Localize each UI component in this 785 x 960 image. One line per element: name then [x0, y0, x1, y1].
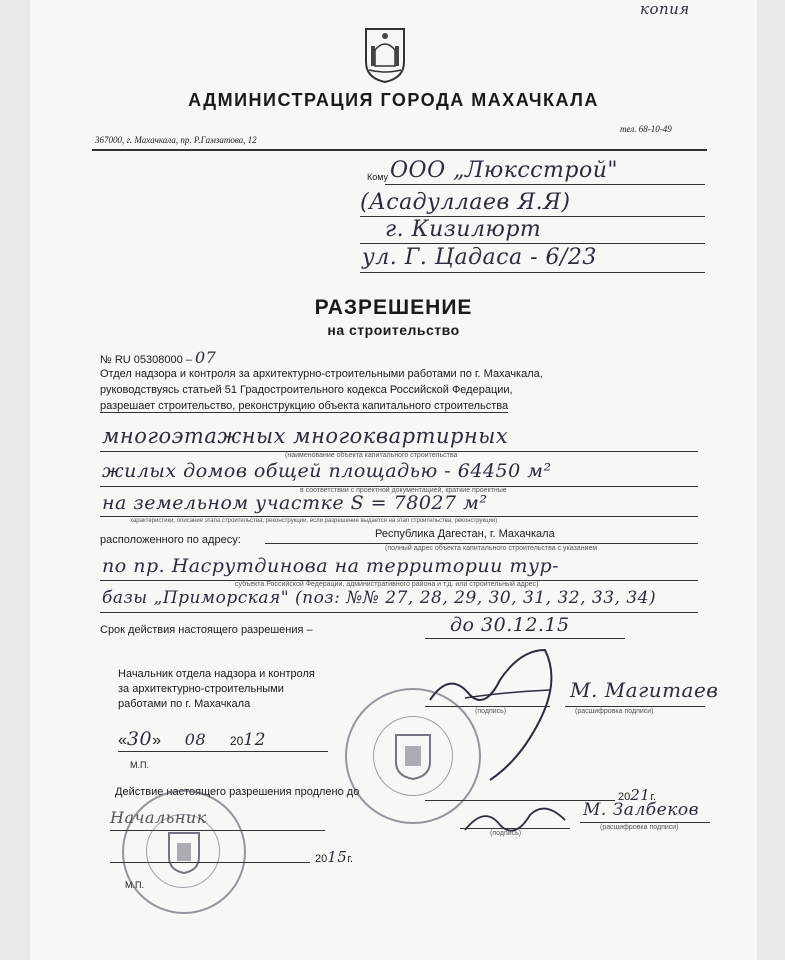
extension-date-year: 2015г.: [315, 848, 354, 866]
extension-date-year-handwritten: 15: [327, 848, 348, 866]
object-line-3: на земельном участке S = 78027 м²: [102, 492, 488, 514]
stamp-place-1: М.П.: [130, 760, 149, 770]
administration-title: АДМИНИСТРАЦИЯ ГОРОДА МАХАЧКАЛА: [188, 90, 599, 110]
object-line-2: жилых домов общей площадью - 64450 м²: [102, 460, 552, 482]
issue-date: «30» 08 2012: [118, 728, 266, 750]
object-caption-3: характеристики, описание этапа строительства, реконструкции, если разрешение выдается на этап строительства, реконструкции): [130, 518, 498, 524]
address-caption-2: субъекта Российской Федерации, административного района и т.д. или строительный адрес): [235, 581, 539, 588]
signatory-line-2: за архитектурно-строительными: [118, 683, 284, 695]
body-line-3: разрешает строительство, реконструкцию объекта капитального строительства: [100, 400, 509, 412]
document-number: № RU 05308000 – 07: [100, 348, 217, 367]
extension-name: М. Залбеков: [583, 800, 699, 820]
body-line-1: Отдел надзора и контроля за архитектурно-строительными работами по г. Махачкала,: [100, 368, 543, 380]
signatory-name-caption: (расшифровка подписи): [575, 708, 654, 715]
validity-handwritten: до 30.12.15: [450, 614, 570, 636]
stamp-emblem-icon: [393, 732, 433, 780]
document-number-handwritten: 07: [194, 348, 217, 367]
document-title: РАЗРЕШЕНИЕ: [314, 296, 473, 319]
document-page: [30, 0, 757, 960]
signature-caption: (подпись): [475, 708, 507, 715]
issue-year: 12: [243, 730, 266, 750]
corner-note: копия: [640, 0, 690, 18]
extension-name-caption: (расшифровка подписи): [600, 824, 679, 831]
body-line-2: руководствуясь статьей 51 Градостроительного кодекса Российской Федерации,: [100, 384, 513, 396]
stamp-place-2: М.П.: [125, 880, 144, 890]
signatory-line-3: работами по г. Махачкала: [118, 698, 251, 710]
address-caption-1: (полный адрес объекта капитального строительства с указанием: [385, 545, 598, 552]
extension-stamp-emblem-icon: [166, 830, 202, 874]
address-line-1: по пр. Насрутдинова на территории тур-: [102, 555, 560, 577]
object-caption-1: (наименование объекта капитального строительства: [285, 452, 458, 459]
object-caption-2: в соответствии с проектной документацией, краткие проектные: [300, 487, 507, 494]
recipient-label: Кому: [367, 172, 389, 182]
administration-address: 367000, г. Махачкала, пр. Р.Гамзатова, 12: [95, 135, 257, 145]
document-subtitle: на строительство: [327, 322, 460, 338]
address-printed: Республика Дагестан, г. Махачкала: [375, 528, 555, 540]
coat-of-arms-icon: [363, 26, 407, 84]
signatory-name: М. Магитаев: [570, 678, 719, 702]
recipient-line-2: (Асадуллаев Я.Я): [360, 190, 571, 215]
address-line-2: базы „Приморская" (поз: №№ 27, 28, 29, 30, 31, 32, 33, 34): [102, 588, 657, 608]
signatory-line-1: Начальник отдела надзора и контроля: [118, 668, 315, 680]
validity-label: Срок действия настоящего разрешения –: [100, 624, 313, 636]
extension-year-handwritten: 21: [630, 786, 651, 804]
address-label: расположенного по адресу:: [100, 534, 241, 546]
extension-stamp: [122, 790, 246, 914]
extension-label: Действие настоящего разрешения продлено до: [115, 786, 360, 798]
extension-official-scribble: Начальник: [110, 808, 207, 827]
issue-day: 30: [126, 728, 153, 750]
recipient-line-3: г. Кизилюрт: [385, 217, 542, 242]
recipient-line-4: ул. Г. Цадаса - 6/23: [362, 245, 597, 270]
header-divider: [92, 149, 707, 151]
object-line-1: многоэтажных многоквартирных: [102, 424, 509, 448]
administration-phone: тел. 68-10-49: [620, 124, 672, 134]
issue-month: 08: [184, 730, 207, 749]
extension-signature-caption: (подпись): [490, 830, 522, 837]
recipient-line-1: ООО „Люксстрой": [390, 158, 618, 183]
extension-year: 2021г.: [618, 786, 657, 804]
